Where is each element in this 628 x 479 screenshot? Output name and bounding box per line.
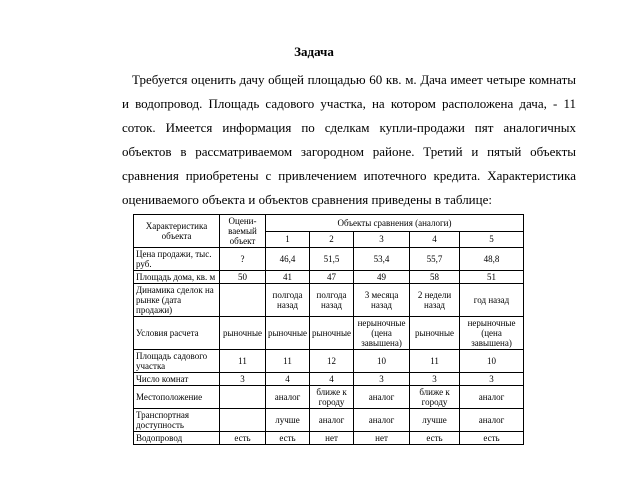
task-description xyxy=(122,68,576,212)
table-row xyxy=(134,432,524,445)
row-label: Условия расчета xyxy=(134,317,220,350)
table-row xyxy=(134,373,524,386)
table-row xyxy=(134,284,524,317)
table-cell: есть xyxy=(266,432,310,445)
table-cell: 50 xyxy=(220,271,266,284)
table-cell: ближе к городу xyxy=(310,386,354,409)
table-cell: аналог xyxy=(266,386,310,409)
table-cell: аналог xyxy=(354,409,410,432)
table-cell: 3 xyxy=(354,373,410,386)
row-label: Площадь дома, кв. м xyxy=(134,271,220,284)
analog-number: 5 xyxy=(460,231,524,248)
table-cell: 2 недели назад xyxy=(410,284,460,317)
table-row xyxy=(134,317,524,350)
task-paragraph-text: Требуется оценить дачу общей площадью 60 кв. м. Дача имеет четыре комнаты и водопровод. Площадь садового участка, на котором расположена дача, - 11 соток. Имеется информация по сделкам купли-продажи пят аналогичных объектов в рассматриваемом загородном районе. Третий и пятый объекты сравнения приобретены с привлечением ипотечного кредита. Характеристика оцениваемого объекта и объектов сравнения приведены в таблице: xyxy=(122,72,576,207)
table-cell: 48,8 xyxy=(460,248,524,271)
row-label: Водопровод xyxy=(134,432,220,445)
table-cell: нет xyxy=(354,432,410,445)
table-cell: год назад xyxy=(460,284,524,317)
table-cell: 4 xyxy=(266,373,310,386)
row-label: Транспортная доступность xyxy=(134,409,220,432)
table-cell: 55,7 xyxy=(410,248,460,271)
row-label: Цена продажи, тыс. руб. xyxy=(134,248,220,271)
table-cell: 51 xyxy=(460,271,524,284)
table-cell: ближе к городу xyxy=(410,386,460,409)
table-cell: аналог xyxy=(460,409,524,432)
table-cell: 11 xyxy=(220,350,266,373)
table-cell: нет xyxy=(310,432,354,445)
row-label: Местоположение xyxy=(134,386,220,409)
analog-number: 1 xyxy=(266,231,310,248)
table-cell: рыночные xyxy=(410,317,460,350)
table-cell: 58 xyxy=(410,271,460,284)
table-cell: 4 xyxy=(310,373,354,386)
table-cell: нерыночные (цена завышена) xyxy=(354,317,410,350)
table-cell: 53,4 xyxy=(354,248,410,271)
table-cell: рыночные xyxy=(220,317,266,350)
analog-number: 3 xyxy=(354,231,410,248)
analog-number: 2 xyxy=(310,231,354,248)
table-cell: полгода назад xyxy=(310,284,354,317)
row-label: Динамика сделок на рынке (дата продажи) xyxy=(134,284,220,317)
table-row xyxy=(134,409,524,432)
task-title: Задача xyxy=(294,44,334,59)
table-row xyxy=(134,248,524,271)
table-row xyxy=(134,350,524,373)
table-cell: 10 xyxy=(460,350,524,373)
row-label: Площадь садового участка xyxy=(134,350,220,373)
table-cell: 51,5 xyxy=(310,248,354,271)
table-cell: 47 xyxy=(310,271,354,284)
header-analogs: Объекты сравнения (аналоги) xyxy=(266,215,524,232)
table-row xyxy=(134,386,524,409)
table-row xyxy=(134,271,524,284)
table-cell: 49 xyxy=(354,271,410,284)
table-body xyxy=(134,248,524,445)
table-cell: рыночные xyxy=(310,317,354,350)
table-header-row xyxy=(134,215,524,232)
table-cell: ? xyxy=(220,248,266,271)
table-cell: 3 xyxy=(460,373,524,386)
row-label: Число комнат xyxy=(134,373,220,386)
table-cell: 11 xyxy=(410,350,460,373)
table-cell xyxy=(220,386,266,409)
analog-number: 4 xyxy=(410,231,460,248)
table-cell: 10 xyxy=(354,350,410,373)
table-cell: лучше xyxy=(266,409,310,432)
table-cell: 11 xyxy=(266,350,310,373)
header-characteristic: Характеристика объекта xyxy=(134,215,220,248)
table-cell: аналог xyxy=(354,386,410,409)
table-cell: 46,4 xyxy=(266,248,310,271)
comparison-table xyxy=(133,214,524,445)
table-cell xyxy=(220,409,266,432)
table-cell xyxy=(220,284,266,317)
header-evaluated-object: Оцени-ваемый объект xyxy=(220,215,266,248)
table-cell: аналог xyxy=(310,409,354,432)
table-cell: аналог xyxy=(460,386,524,409)
table-cell: 3 xyxy=(410,373,460,386)
table-cell: 12 xyxy=(310,350,354,373)
table-cell: 3 месяца назад xyxy=(354,284,410,317)
table-cell: есть xyxy=(410,432,460,445)
table-cell: полгода назад xyxy=(266,284,310,317)
table-cell: есть xyxy=(460,432,524,445)
table-cell: есть xyxy=(220,432,266,445)
table-cell: лучше xyxy=(410,409,460,432)
table-cell: рыночные xyxy=(266,317,310,350)
table-cell: 41 xyxy=(266,271,310,284)
table-cell: нерыночные (цена завышена) xyxy=(460,317,524,350)
table-cell: 3 xyxy=(220,373,266,386)
